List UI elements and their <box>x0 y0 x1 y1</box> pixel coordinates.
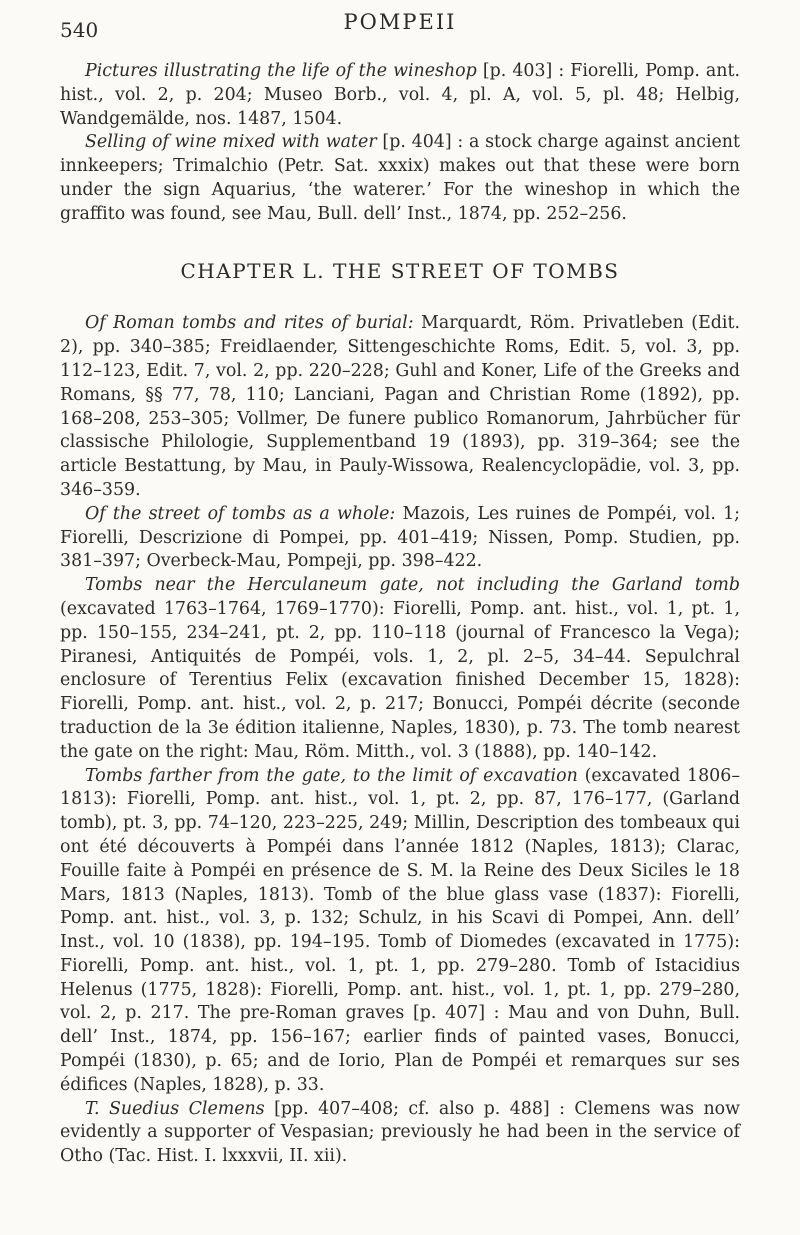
page-number: 540 <box>60 18 99 42</box>
paragraph-text: [p. 404] : a stock charge against ancient innkeepers; Trimalchio (Petr. Sat. xxxix) makes out that these were born under the sign Aquarius, ‘the waterer.’ For the wineshop in which the graffito was found, see Mau, Bull. dell’ Inst., 1874, pp. 252–256. <box>60 132 740 224</box>
paragraph-title: T. Suedius Clemens <box>85 1098 265 1119</box>
paragraph-suedius-clemens <box>60 1098 740 1169</box>
paragraph-title: Of the street of tombs as a whole: <box>85 503 396 524</box>
paragraph-roman-tombs <box>60 312 740 502</box>
paragraph-selling-wine <box>60 131 740 226</box>
paragraph-text: Mazois, Les ruines de Pompéi, vol. 1; Fiorelli, Descrizione di Pompei, pp. 401–419; Nissen, Pomp. Studien, pp. 381–397; Overbeck-Mau, Pompeji, pp. 398–422. <box>60 503 740 572</box>
chapter-heading: CHAPTER L. THE STREET OF TOMBS <box>180 258 620 283</box>
paragraph-wineshop-pictures <box>60 60 740 131</box>
paragraph-title: Pictures illustrating the life of the wineshop <box>85 61 477 81</box>
paragraph-title: Selling of wine mixed with water <box>85 132 377 153</box>
paragraph-title: Tombs near the Herculaneum gate, not including the Garland tomb <box>85 575 740 596</box>
page-header <box>0 6 800 46</box>
paragraph-text: (excavated 1806–1813): Fiorelli, Pomp. ant. hist., vol. 1, pt. 2, pp. 87, 176–177, (Garland tomb), pt. 3, pp. 74–120, 223–225, 249; Millin, Description des tombeaux qui ont été découverts à Pompéi dans l’année 1812 (Naples, 1813); Clarac, Fouille faite à Pompéi en présence de S. M. la Reine des Deux Siciles le 18 Mars, 1813 (Naples, 1813). Tomb of the blue glass vase (1837): Fiorelli, Pomp. ant. hist., vol. 3, p. 132; Schulz, in his Scavi di Pompei, Ann. dell’ Inst., vol. 10 (1838), pp. 194–195. Tomb of Diomedes (excavated in 1775): Fiorelli, Pomp. ant. hist., vol. 1, pt. 1, pp. 279–280. Tomb of Istacidius Helenus (1775, 1828): Fiorelli, Pomp. ant. hist., vol. 1, pt. 1, pp. 279–280, vol. 2, p. 217. The pre-Roman graves [p. 407] : Mau and von Duhn, Bull. dell’ Inst., 1874, pp. 156–167; earlier finds of painted vases, Bonucci, Pompéi (1830), p. 65; and de Iorio, Plan de Pompéi et remarques sur ses édifices (Naples, 1828), p. 33. <box>60 765 741 1095</box>
running-title: POMPEII <box>343 10 457 34</box>
paragraph-title: Of Roman tombs and rites of burial: <box>85 313 414 334</box>
paragraph-street-whole <box>60 503 740 574</box>
paragraph-text: (excavated 1763–1764, 1769–1770): Fiorelli, Pomp. ant. hist., vol. 1, pt. 1, pp. 150–155, 234–241, pt. 2, pp. 110–118 (journal of Francesco la Vega); Piranesi, Antiquités de Pompéi, vols. 1, 2, pl. 2–5, 34–44. Sepulchral enclosure of Terentius Felix (excavation finished December 15, 1828): Fiorelli, Pomp. ant. hist., vol. 2, p. 217; Bonucci, Pompéi décrite (seconde traduction de la 3e édition italienne, Naples, 1830), p. 73. The tomb nearest the gate on the right: Mau, Röm. Mitth., vol. 3 (1888), pp. 140–142. <box>60 598 740 762</box>
paragraph-herculaneum-gate <box>60 574 740 764</box>
page-body <box>60 60 740 1169</box>
paragraph-text: Marquardt, Röm. Privatleben (Edit. 2), pp. 340–385; Freidlaender, Sittengeschichte Roms, Edit. 5, vol. 3, pp. 112–123, Edit. 7, vol. 2, pp. 220–228; Guhl and Koner, Life of the Greeks and Romans, §§ 77, 78, 110; Lanciani, Pagan and Christian Rome (1892), pp. 168–208, 253–305; Vollmer, De funere publico Romanorum, Jahrbücher für classische Philologie, Supplementband 19 (1893), pp. 319–364; see the article Bestattung, by Mau, in Pauly-Wissowa, Realencyclopädie, vol. 3, pp. 346–359. <box>60 313 740 500</box>
paragraph-text: [pp. 407–408; cf. also p. 488] : Clemens was now evidently a supporter of Vespasian; previously he had been in the service of Otho (Tac. Hist. I. lxxxvii, II. xii). <box>60 1098 740 1167</box>
paragraph-text: [p. 403] : Fiorelli, Pomp. ant. hist., vol. 2, p. 204; Museo Borb., vol. 4, pl. A, vol. 5, pl. 48; Helbig, Wandgemälde, nos. 1487, 1504. <box>60 61 740 129</box>
paragraph-farther-tombs <box>60 765 740 1098</box>
paragraph-title: Tombs farther from the gate, to the limit of excavation <box>85 765 578 786</box>
